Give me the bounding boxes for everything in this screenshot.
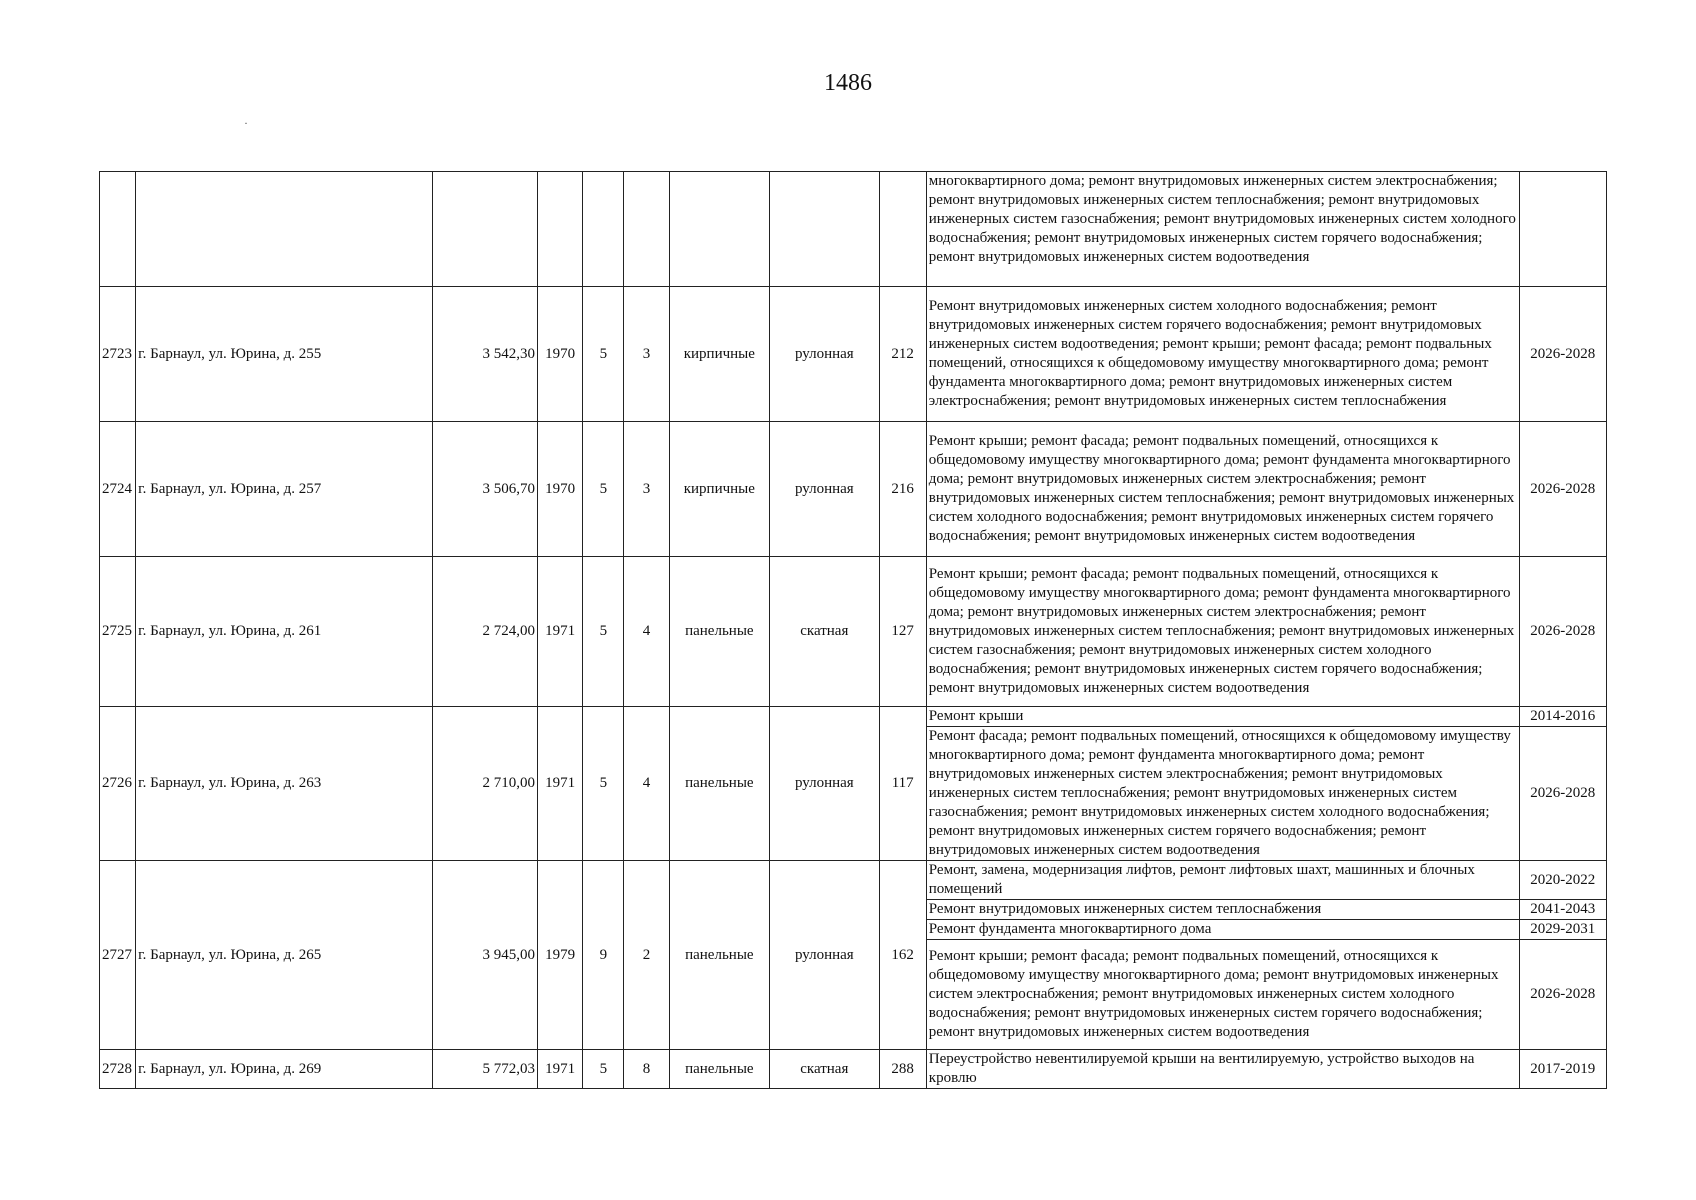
cell-term [1519,172,1606,287]
cell-works: Ремонт крыши [926,707,1519,727]
cell-works: Ремонт внутридомовых инженерных систем холодного водоснабжения; ремонт внутридомовых инженерных систем горячего водоснабжения; ремонт внутридомовых инженерных систем водоотведения; ремонт крыши; ремонт фасада; ремонт подвальных помещений, относящихся к общедомовому имуществу многоквартирного дома; ремонт фундамента многоквартирного дома; ремонт внутридомовых инженерных систем электроснабжения; ремонт внутридомовых инженерных систем теплоснабжения [926,287,1519,422]
cell-roof: рулонная [770,287,880,422]
scan-speck: · [244,116,248,130]
cell-works: Ремонт фундамента многоквартирного дома [926,920,1519,940]
cell-year: 1979 [538,861,583,1050]
cell-floors [583,172,624,287]
table-body [100,172,1607,1089]
cell-residents: 216 [879,422,926,557]
cell-floors: 5 [583,1050,624,1089]
cell-term: 2029-2031 [1519,920,1606,940]
cell-area: 2 724,00 [432,557,537,707]
cell-entrances: 3 [624,287,669,422]
cell-entrances: 8 [624,1050,669,1089]
table-row-continuation [100,172,1607,287]
capital-repair-table [99,171,1607,1089]
cell-year: 1971 [538,707,583,861]
cell-num: 2725 [100,557,136,707]
cell-entrances: 4 [624,707,669,861]
cell-walls: кирпичные [669,422,769,557]
cell-residents: 212 [879,287,926,422]
cell-term: 2041-2043 [1519,900,1606,920]
cell-term: 2017-2019 [1519,1050,1606,1089]
cell-walls: кирпичные [669,287,769,422]
cell-area: 3 945,00 [432,861,537,1050]
cell-year: 1971 [538,557,583,707]
cell-entrances [624,172,669,287]
cell-floors: 5 [583,707,624,861]
cell-walls: панельные [669,1050,769,1089]
cell-walls: панельные [669,861,769,1050]
cell-num: 2728 [100,1050,136,1089]
cell-works: Ремонт фасада; ремонт подвальных помещений, относящихся к общедомовому имуществу многоквартирного дома; ремонт фундамента многоквартирного дома; ремонт внутридомовых инженерных систем электроснабжения; ремонт внутридомовых инженерных систем теплоснабжения; ремонт внутридомовых инженерных систем газоснабжения; ремонт внутридомовых инженерных систем холодного водоснабжения; ремонт внутридомовых инженерных систем горячего водоснабжения; ремонт внутридомовых инженерных систем водоотведения [926,727,1519,861]
cell-works: Ремонт крыши; ремонт фасада; ремонт подвальных помещений, относящихся к общедомовому имуществу многоквартирного дома; ремонт внутридомовых инженерных систем электроснабжения; ремонт внутридомовых инженерных систем холодного водоснабжения; ремонт внутридомовых инженерных систем горячего водоснабжения; ремонт внутридомовых инженерных систем водоотведения [926,940,1519,1050]
cell-address: г. Барнаул, ул. Юрина, д. 255 [136,287,432,422]
cell-residents: 288 [879,1050,926,1089]
cell-area: 3 542,30 [432,287,537,422]
cell-term: 2026-2028 [1519,557,1606,707]
cell-roof: рулонная [770,861,880,1050]
cell-floors: 5 [583,422,624,557]
cell-roof: скатная [770,1050,880,1089]
cell-year [538,172,583,287]
cell-walls [669,172,769,287]
cell-area [432,172,537,287]
cell-term: 2026-2028 [1519,940,1606,1050]
cell-floors: 5 [583,287,624,422]
cell-year: 1970 [538,422,583,557]
cell-works: Ремонт крыши; ремонт фасада; ремонт подвальных помещений, относящихся к общедомовому имуществу многоквартирного дома; ремонт фундамента многоквартирного дома; ремонт внутридомовых инженерных систем электроснабжения; ремонт внутридомовых инженерных систем теплоснабжения; ремонт внутридомовых инженерных систем холодного водоснабжения; ремонт внутридомовых инженерных систем горячего водоснабжения; ремонт внутридомовых инженерных систем водоотведения [926,422,1519,557]
cell-entrances: 3 [624,422,669,557]
cell-address [136,172,432,287]
cell-roof: скатная [770,557,880,707]
cell-area: 5 772,03 [432,1050,537,1089]
cell-entrances: 4 [624,557,669,707]
cell-works: Переустройство невентилируемой крыши на вентилируемую, устройство выходов на кровлю [926,1050,1519,1089]
table-row [100,861,1607,900]
cell-address: г. Барнаул, ул. Юрина, д. 263 [136,707,432,861]
cell-term: 2026-2028 [1519,727,1606,861]
cell-entrances: 2 [624,861,669,1050]
cell-works: Ремонт крыши; ремонт фасада; ремонт подвальных помещений, относящихся к общедомовому имуществу многоквартирного дома; ремонт фундамента многоквартирного дома; ремонт внутридомовых инженерных систем электроснабжения; ремонт внутридомовых инженерных систем теплоснабжения; ремонт внутридомовых инженерных систем газоснабжения; ремонт внутридомовых инженерных систем холодного водоснабжения; ремонт внутридомовых инженерных систем горячего водоснабжения; ремонт внутридомовых инженерных систем водоотведения [926,557,1519,707]
cell-roof: рулонная [770,422,880,557]
cell-address: г. Барнаул, ул. Юрина, д. 269 [136,1050,432,1089]
cell-area: 2 710,00 [432,707,537,861]
table-row [100,422,1607,557]
cell-floors: 5 [583,557,624,707]
table-row [100,557,1607,707]
table-row [100,287,1607,422]
cell-residents: 162 [879,861,926,1050]
cell-term: 2026-2028 [1519,287,1606,422]
cell-address: г. Барнаул, ул. Юрина, д. 265 [136,861,432,1050]
cell-roof [770,172,880,287]
table-row [100,1050,1607,1089]
cell-term: 2014-2016 [1519,707,1606,727]
cell-num: 2726 [100,707,136,861]
cell-num: 2727 [100,861,136,1050]
cell-works: Ремонт, замена, модернизация лифтов, ремонт лифтовых шахт, машинных и блочных помещений [926,861,1519,900]
cell-works: Ремонт внутридомовых инженерных систем теплоснабжения [926,900,1519,920]
cell-works: многоквартирного дома; ремонт внутридомовых инженерных систем электроснабжения; ремонт внутридомовых инженерных систем теплоснабжения; ремонт внутридомовых инженерных систем газоснабжения; ремонт внутридомовых инженерных систем холодного водоснабжения; ремонт внутридомовых инженерных систем горячего водоснабжения; ремонт внутридомовых инженерных систем водоотведения [926,172,1519,287]
cell-num: 2723 [100,287,136,422]
cell-walls: панельные [669,707,769,861]
table-row [100,707,1607,727]
cell-term: 2020-2022 [1519,861,1606,900]
page-number: 1486 [824,70,872,96]
cell-roof: рулонная [770,707,880,861]
cell-num: 2724 [100,422,136,557]
cell-address: г. Барнаул, ул. Юрина, д. 257 [136,422,432,557]
cell-residents: 127 [879,557,926,707]
cell-address: г. Барнаул, ул. Юрина, д. 261 [136,557,432,707]
cell-area: 3 506,70 [432,422,537,557]
cell-residents [879,172,926,287]
cell-year: 1970 [538,287,583,422]
cell-num [100,172,136,287]
cell-year: 1971 [538,1050,583,1089]
cell-term: 2026-2028 [1519,422,1606,557]
cell-walls: панельные [669,557,769,707]
cell-floors: 9 [583,861,624,1050]
cell-residents: 117 [879,707,926,861]
